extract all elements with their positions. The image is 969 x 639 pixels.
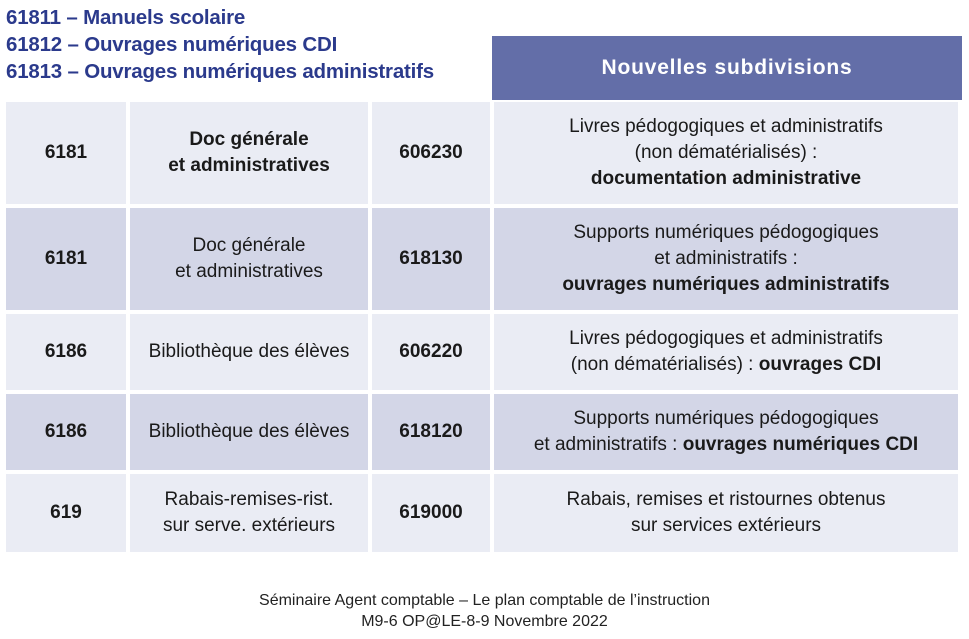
new-subdivisions-header: Nouvelles subdivisions [492,36,962,100]
description-cell: Supports numériques pédogogiques et administratifs : ouvrages numériques administratifs [494,208,958,310]
table-row [6,314,962,390]
table-row [6,394,962,470]
footer-title: Séminaire Agent comptable – Le plan comptable de l’instruction [259,592,710,609]
old-label-cell: Rabais-remises-rist. sur serve. extérieurs [130,474,368,552]
account-mapping-table [6,102,962,552]
table-row [6,474,962,552]
description-cell: Livres pédogogiques et administratifs (non dématérialisés) : ouvrages CDI [494,314,958,390]
old-label-cell: Bibliothèque des élèves [130,314,368,390]
footer [0,590,969,632]
old-label-cell: Doc générale et administratives [130,208,368,310]
table-row [6,208,962,310]
heading-61812: 61812 – Ouvrages numériques CDI [6,33,338,56]
description-cell: Rabais, remises et ristournes obtenus sur services extérieurs [494,474,958,552]
old-account-cell: 6186 [6,314,126,390]
heading-61813: 61813 – Ouvrages numériques administratifs [6,60,434,83]
old-label-cell: Doc générale et administratives [130,102,368,204]
old-account-cell: 6181 [6,208,126,310]
new-account-cell: 619000 [372,474,490,552]
description-cell: Supports numériques pédogogiques et administratifs : ouvrages numériques CDI [494,394,958,470]
new-account-cell: 606220 [372,314,490,390]
footer-subtitle: M9-6 OP@LE-8-9 Novembre 2022 [361,613,608,630]
description-cell: Livres pédogogiques et administratifs (non dématérialisés) : documentation administrative [494,102,958,204]
table-row [6,102,962,204]
old-account-cell: 6186 [6,394,126,470]
old-label-cell: Bibliothèque des élèves [130,394,368,470]
new-account-cell: 618120 [372,394,490,470]
old-account-cell: 619 [6,474,126,552]
new-account-cell: 618130 [372,208,490,310]
heading-61811: 61811 – Manuels scolaire [6,6,246,29]
old-account-cell: 6181 [6,102,126,204]
new-account-cell: 606230 [372,102,490,204]
account-headings [6,4,434,85]
